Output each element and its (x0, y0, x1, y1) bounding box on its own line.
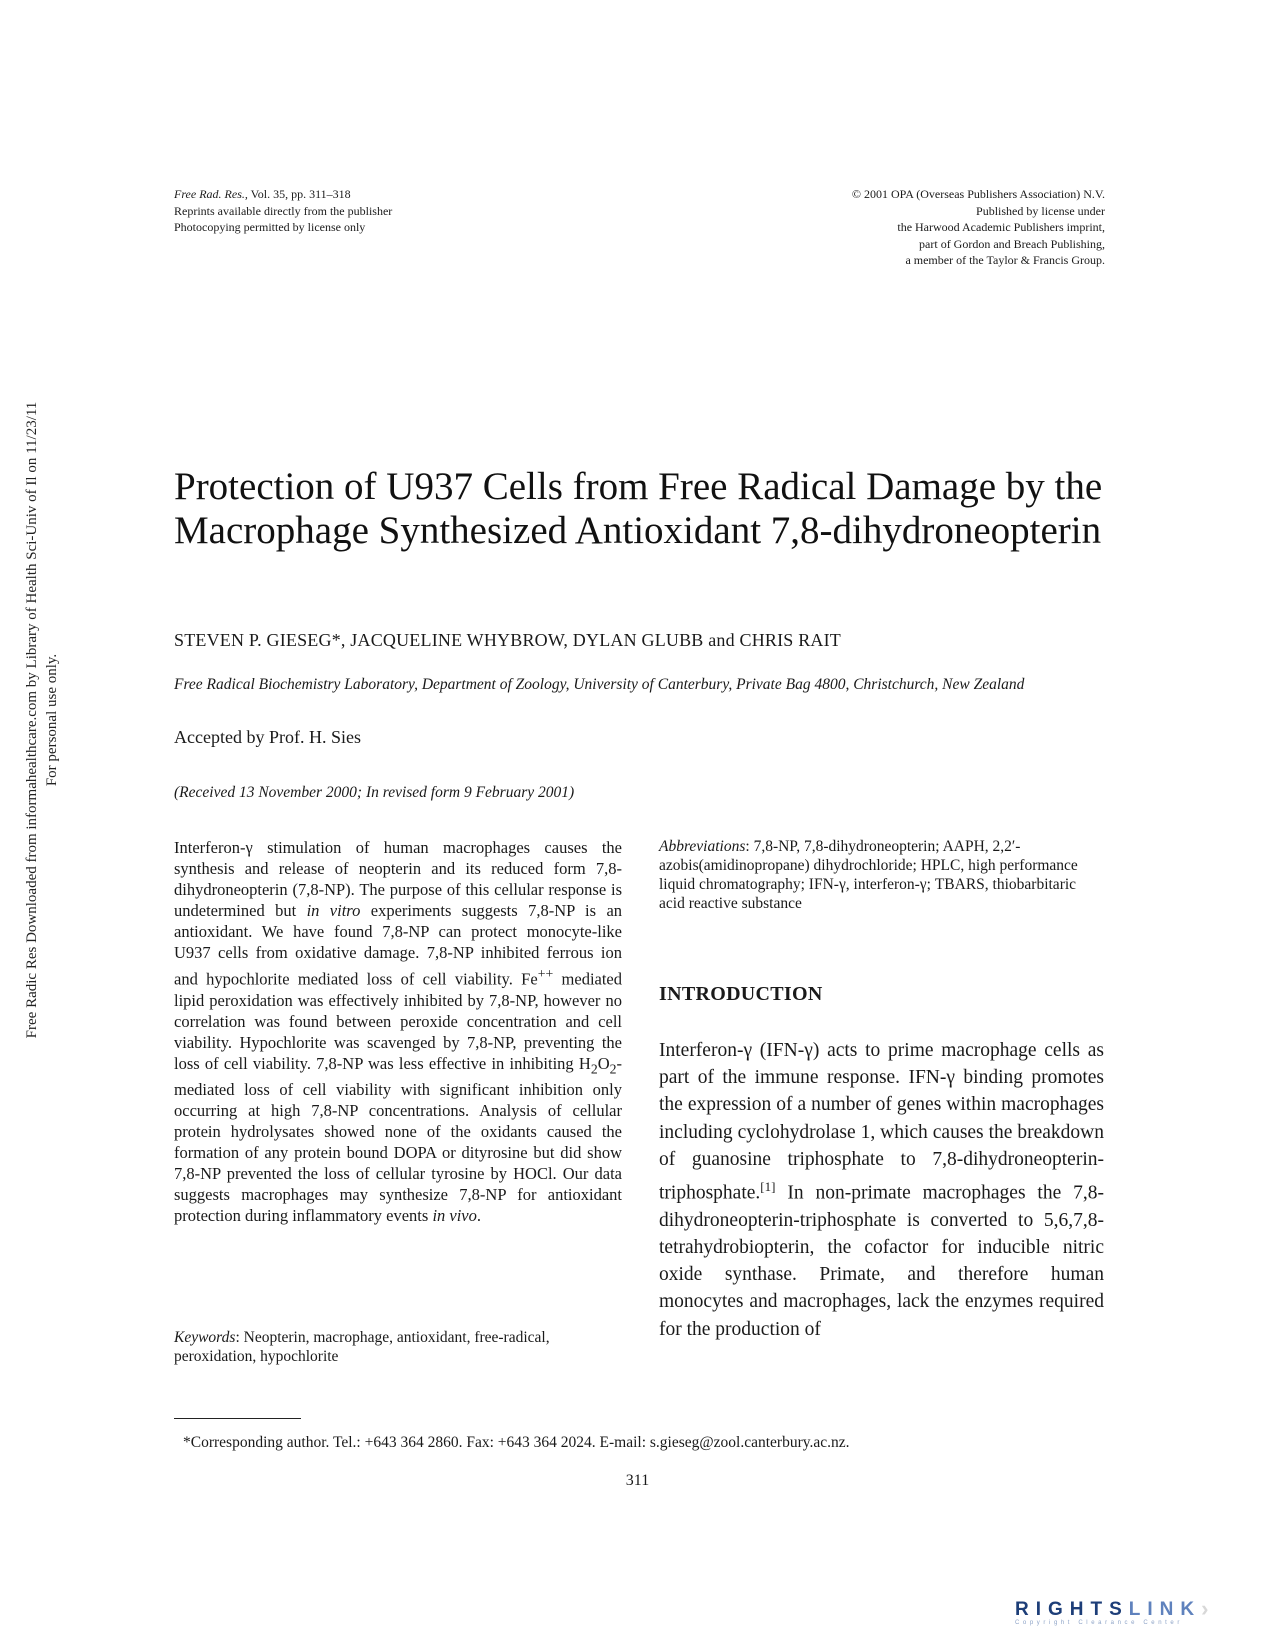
header-right (700, 186, 1105, 269)
rightslink-tagline: Copyright Clearance Center (1015, 1620, 1183, 1626)
accepted-by: Accepted by Prof. H. Sies (174, 727, 361, 747)
page-number: 311 (625, 1472, 650, 1489)
download-stamp: Free Radic Res Downloaded from informahealthcare.com by Library of Health Sci-Univ of Il on 11/23/11 For personal use only. (24, 401, 60, 1039)
header-left (174, 186, 594, 236)
author-list: STEVEN P. GIESEG*, JACQUELINE WHYBROW, DYLAN GLUBB and CHRIS RAIT (174, 630, 841, 650)
group-line: a member of the Taylor & Francis Group. (905, 253, 1105, 267)
rightslink-logo[interactable]: RIGHTSLINK› Copyright Clearance Center (1015, 1596, 1245, 1636)
paper-title: Protection of U937 Cells from Free Radical Damage by the Macrophage Synthesized Antioxidant 7,8-dihydroneopterin (174, 465, 1103, 552)
abbreviations: Abbreviations: 7,8-NP, 7,8-dihydroneopterin; AAPH, 2,2′-azobis(amidinopropane) dihydrochloride; HPLC, high performance liquid chromatography; IFN-γ, interferon-γ; TBARS, thiobarbitaric acid reactive substance (659, 838, 1078, 912)
publisher-line: part of Gordon and Breach Publishing, (919, 236, 1105, 251)
corresponding-author-footnote: *Corresponding author. Tel.: +643 364 2860. Fax: +643 364 2024. E-mail: s.gieseg@zool.canterbury.ac.nz. (183, 1434, 850, 1451)
keywords: Keywords: Neopterin, macrophage, antioxidant, free-radical, peroxidation, hypochlorite (174, 1329, 550, 1365)
abstract: Interferon-γ stimulation of human macrophages causes the synthesis and release of neopterin and its reduced form 7,8-dihydroneopterin (7,8-NP). The purpose of this cellular response is undetermined but in vitro experiments suggests 7,8-NP is an antioxidant. We have found 7,8-NP can protect monocyte-like U937 cells from oxidative damage. 7,8-NP inhibited ferrous ion and hypochlorite mediated loss of cell viability. Fe++ mediated lipid peroxidation was effectively inhibited by 7,8-NP, however no correlation was found between peroxide concentration and cell viability. Hypochlorite was scavenged by 7,8-NP, preventing the loss of cell viability. 7,8-NP was less effective in inhibiting $H_2O_2$-mediated loss of cell viability with significant inhibition only occurring at high 7,8-NP concentrations. Analysis of cellular protein hydrolysates showed none of the oxidants caused the formation of any protein bound DOPA or dityrosine but did show 7,8-NP prevented the loss of cellular tyrosine by HOCl. Our data suggests macrophages may synthesize 7,8-NP for antioxidant protection during inflammatory events in vivo. (174, 838, 623, 1225)
photocopying-line: Photocopying permitted by license only (174, 220, 366, 234)
copyright-line: © 2001 OPA (Overseas Publishers Association) N.V. (851, 187, 1105, 201)
introduction-body: Interferon-γ (IFN-γ) acts to prime macrophage cells as part of the immune response. IFN-γ binding promotes the expression of a number of genes within macrophages including cyclohydrolase 1, which causes the breakdown of guanosine triphosphate to 7,8-dihydroneopterin-triphosphate.[1] In non-primate macrophages the 7,8-dihydroneopterin-triphosphate is converted to 5,6,7,8-tetrahydrobiopterin, the cofactor for inducible nitric oxide synthase. Primate, and therefore human monocytes and macrophages, lack the enzymes required for the production of (659, 1040, 1104, 1340)
citation-ref[interactable]: [1] (760, 1179, 776, 1195)
reprints-line: Reprints available directly from the publisher (174, 203, 393, 218)
footnote-rule (174, 1418, 301, 1419)
imprint-line: the Harwood Academic Publishers imprint, (897, 220, 1105, 234)
received-dates: (Received 13 November 2000; In revised form 9 February 2001) (174, 784, 575, 801)
citation-line: Free Rad. Res., Vol. 35, pp. 311–318 (174, 187, 351, 201)
affiliation: Free Radical Biochemistry Laboratory, Department of Zoology, University of Canterbury, Private Bag 4800, Christchurch, New Zealand (174, 676, 1025, 693)
chevron-right-icon: › (1201, 1596, 1209, 1621)
license-line: Published by license under (976, 203, 1105, 218)
introduction-heading: INTRODUCTION (659, 983, 823, 1005)
